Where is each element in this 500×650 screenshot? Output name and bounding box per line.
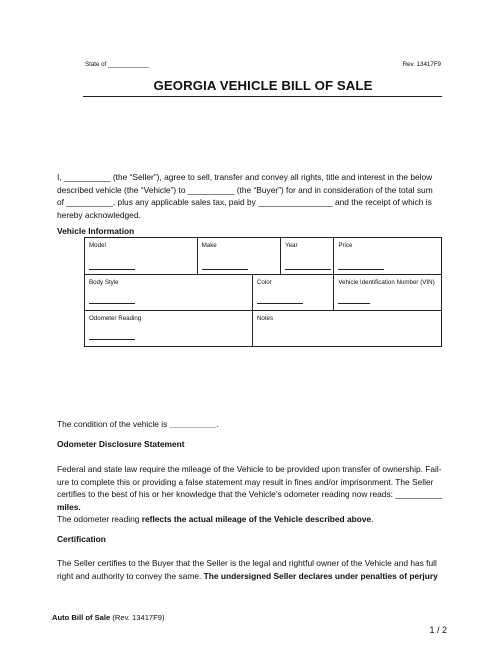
model-blank [89,269,135,270]
model-label: Model [89,242,106,249]
vehicle-info-heading: Vehicle Information [57,226,135,236]
intro-paragraph [57,171,443,221]
title-rule [83,96,442,97]
document-title: GEORGIA VEHICLE BILL OF SALE [153,78,373,93]
condition-line [57,418,219,431]
year-label: Year [285,242,298,249]
condition-blank: __________ [169,419,217,429]
reading-pre: The odometer reading [57,514,142,524]
reading-end: . [371,514,374,524]
odometer-reading-statement [57,513,374,526]
vin-blank [338,303,370,304]
certification-paragraph [57,557,443,582]
body-style-cell[interactable] [85,275,253,311]
odometer-disclosure-heading: Odometer Disclosure Statement [57,439,185,449]
intro-line-2: described vehicle (the “Vehicle”) to __________ (the “Buyer”) for and in consideration of the total sum [57,184,433,195]
certification-line-2-pre: right and authority to convey the same. [57,570,204,581]
body-style-label: Body Style [89,279,119,286]
footer-doc-rev: (Rev. 13417F9) [110,613,165,622]
certification-line-1: The Seller certifies to the Buyer that the Seller is the legal and rightful owner of the Vehicle and has full [57,558,437,568]
certification-line-2 [57,570,443,583]
footer-doc-name: Auto Bill of Sale [52,613,111,622]
notes-cell[interactable] [252,311,441,347]
make-blank [202,269,248,270]
color-blank [257,303,303,304]
color-cell[interactable] [252,275,333,311]
revision-number: Rev. 13417F9 [402,61,441,68]
price-label: Price [338,242,353,249]
price-cell[interactable] [334,238,442,275]
odometer-reading-cell[interactable] [85,311,253,347]
odometer-line-1: Federal and state law require the mileage of the Vehicle to be provided upon transfer of ownership. Fail- [57,464,442,474]
notes-label: Notes [256,315,274,322]
vin-cell[interactable] [334,275,442,311]
model-cell[interactable] [85,238,198,275]
certification-line-2-bold: The undersigned Seller declares under penalties of perjury [203,570,438,581]
make-label: Make [201,242,217,249]
state-field: State of ____________ [85,61,150,68]
vehicle-info-table [84,237,442,347]
certification-heading: Certification [57,534,106,544]
intro-line-4: hereby acknowledged. [57,209,141,220]
year-blank [285,269,331,270]
make-cell[interactable] [197,238,280,275]
odometer-line-4: miles. [57,501,81,512]
odometer-line-3: certifies to the best of his or her knowledge that the Vehicle’s odometer reading now reads: __________ [57,489,442,500]
footer-document-name [52,613,165,622]
color-label: Color [256,279,272,286]
price-blank [338,269,384,270]
odometer-reading-label: Odometer Reading [89,315,142,322]
intro-line-3: of __________, plus any applicable sales tax, paid by ________________ and the receipt of which is [57,197,432,208]
condition-end: . [216,419,219,429]
page-number: 1 / 2 [429,625,447,635]
condition-text: The condition of the vehicle is [57,419,168,429]
vin-label: Vehicle Identification Number (VIN) [338,279,435,286]
body-style-blank [89,303,135,304]
reading-bold: reflects the actual mileage of the Vehicle described above [141,514,372,524]
odometer-disclosure-paragraph [57,463,443,513]
intro-line-1: I, __________ (the “Seller”), agree to sell, transfer and convey all rights, title and interest in the below [57,172,433,182]
odometer-reading-blank [89,339,135,340]
odometer-line-2: ure to complete this or providing a false statement may result in fines and/or imprisonment. The Seller [57,476,434,487]
year-cell[interactable] [281,238,334,275]
